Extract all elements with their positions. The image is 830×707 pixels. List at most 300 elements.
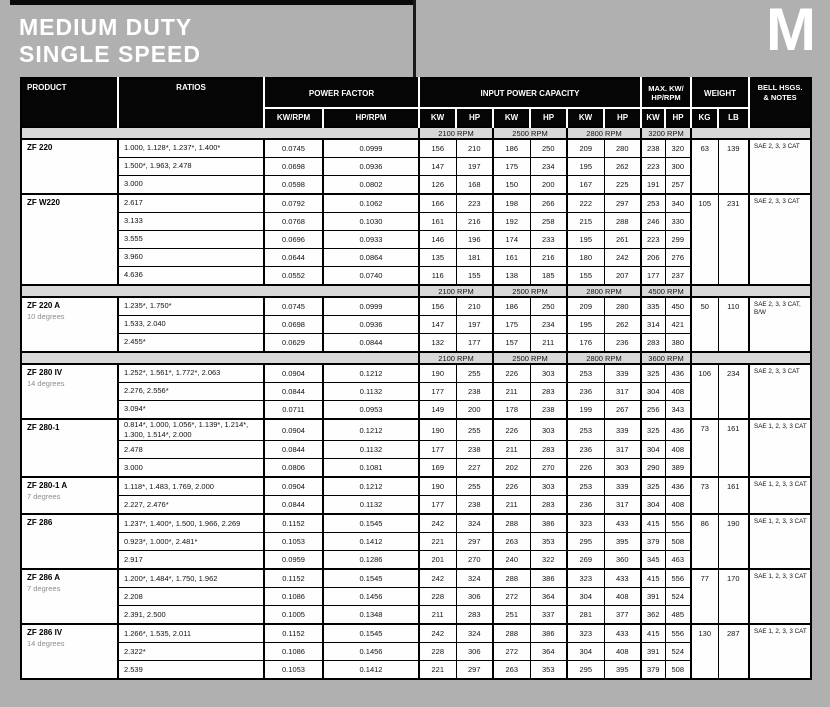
bell-header-line1: BELL HSGS. [757, 83, 803, 92]
max-hp-cell: 299 [665, 231, 691, 249]
power-value-cell: 324 [456, 569, 493, 588]
power-value-cell: 236 [567, 496, 604, 515]
power-value-cell: 155 [456, 267, 493, 286]
power-value-cell: 242 [604, 249, 641, 267]
max-hp-cell: 508 [665, 533, 691, 551]
hp-per-rpm-cell: 0.1545 [323, 624, 419, 643]
bell-notes-cell: SAE 1, 2, 3, 3 CAT [749, 514, 811, 569]
hp-per-rpm-cell: 0.1412 [323, 533, 419, 551]
power-value-cell: 200 [456, 401, 493, 420]
weight-kg-cell: 73 [691, 477, 718, 514]
product-subtitle: 7 degrees [27, 584, 61, 594]
max-hp-cell: 257 [665, 176, 691, 195]
kw-per-rpm-cell: 0.0904 [264, 477, 323, 496]
max-header-line1: MAX. KW/ [648, 83, 684, 93]
col-header-bell-housings-notes [749, 78, 811, 127]
max-kw-cell: 391 [641, 588, 665, 606]
power-value-cell: 377 [604, 606, 641, 625]
max-kw-cell: 362 [641, 606, 665, 625]
power-value-cell: 270 [530, 459, 567, 478]
power-value-cell: 364 [530, 643, 567, 661]
power-value-cell: 225 [604, 176, 641, 195]
ratios-cell: 3.000 [118, 459, 264, 478]
power-value-cell: 149 [419, 401, 456, 420]
product-name: ZF 280 IV [27, 368, 63, 377]
power-value-cell: 168 [456, 176, 493, 195]
power-value-cell: 197 [456, 316, 493, 334]
max-hp-cell: 524 [665, 643, 691, 661]
power-value-cell: 178 [493, 401, 530, 420]
max-kw-cell: 283 [641, 334, 665, 353]
power-value-cell: 211 [493, 496, 530, 515]
col-header-max-hp: HP [665, 108, 691, 127]
rpm-band-spacer-right [691, 127, 811, 139]
power-value-cell: 303 [604, 459, 641, 478]
product-cell [21, 139, 118, 194]
product-subtitle: 7 degrees [27, 492, 61, 502]
max-kw-cell: 391 [641, 643, 665, 661]
hp-per-rpm-cell: 0.1456 [323, 588, 419, 606]
rpm-band-spacer-right [691, 352, 811, 364]
ratios-cell: 2.917 [118, 551, 264, 570]
ratios-cell: 0.923*, 1.000*, 2.481* [118, 533, 264, 551]
power-value-cell: 156 [419, 297, 456, 316]
power-value-cell: 157 [493, 334, 530, 353]
col-header-kw-2100: KW [419, 108, 456, 127]
power-value-cell: 181 [456, 249, 493, 267]
power-value-cell: 339 [604, 477, 641, 496]
power-value-cell: 238 [456, 441, 493, 459]
hp-per-rpm-cell: 0.1132 [323, 496, 419, 515]
power-value-cell: 132 [419, 334, 456, 353]
ratios-cell: 1.200*, 1.484*, 1.750, 1.962 [118, 569, 264, 588]
power-value-cell: 433 [604, 569, 641, 588]
max-hp-cell: 421 [665, 316, 691, 334]
product-cell [21, 477, 118, 514]
power-value-cell: 303 [530, 364, 567, 383]
power-value-cell: 272 [493, 643, 530, 661]
bell-notes-cell: SAE 2, 3, 3 CAT, B/W [749, 297, 811, 352]
power-value-cell: 386 [530, 569, 567, 588]
max-kw-cell: 206 [641, 249, 665, 267]
power-value-cell: 226 [567, 459, 604, 478]
bell-notes-cell: SAE 1, 2, 3, 3 CAT [749, 477, 811, 514]
max-kw-cell: 415 [641, 624, 665, 643]
kw-per-rpm-cell: 0.0959 [264, 551, 323, 570]
power-value-cell: 236 [567, 441, 604, 459]
power-value-cell: 175 [493, 158, 530, 176]
power-value-cell: 222 [567, 194, 604, 213]
col-header-hp-2500: HP [530, 108, 567, 127]
col-header-kg: KG [691, 108, 718, 127]
power-value-cell: 323 [567, 624, 604, 643]
rpm-band-label: 2800 RPM [567, 285, 641, 297]
power-value-cell: 135 [419, 249, 456, 267]
power-value-cell: 303 [530, 419, 567, 441]
power-value-cell: 223 [456, 194, 493, 213]
power-value-cell: 337 [530, 606, 567, 625]
power-value-cell: 228 [419, 588, 456, 606]
product-cell [21, 194, 118, 285]
max-hp-cell: 485 [665, 606, 691, 625]
weight-lb-cell: 287 [718, 624, 749, 679]
kw-per-rpm-cell: 0.1086 [264, 588, 323, 606]
power-value-cell: 304 [567, 643, 604, 661]
ratios-cell: 3.094* [118, 401, 264, 420]
power-value-cell: 280 [604, 297, 641, 316]
hp-per-rpm-cell: 0.1456 [323, 643, 419, 661]
power-value-cell: 209 [567, 139, 604, 158]
max-hp-cell: 556 [665, 514, 691, 533]
power-value-cell: 156 [419, 139, 456, 158]
product-subtitle: 10 degrees [27, 312, 65, 321]
ratios-cell: 2.391, 2.500 [118, 606, 264, 625]
kw-per-rpm-cell: 0.0698 [264, 158, 323, 176]
power-value-cell: 190 [419, 477, 456, 496]
rpm-band-label: 2800 RPM [567, 127, 641, 139]
weight-kg-cell: 86 [691, 514, 718, 569]
power-value-cell: 233 [530, 231, 567, 249]
max-hp-cell: 408 [665, 441, 691, 459]
power-value-cell: 339 [604, 364, 641, 383]
kw-per-rpm-cell: 0.0696 [264, 231, 323, 249]
power-value-cell: 306 [456, 643, 493, 661]
bell-header-line2: & NOTES [763, 92, 797, 102]
product-name: ZF 286 A [27, 573, 61, 583]
kw-per-rpm-cell: 0.0904 [264, 364, 323, 383]
kw-per-rpm-cell: 0.0904 [264, 419, 323, 441]
product-name: ZF 220 A [27, 301, 61, 310]
power-value-cell: 255 [456, 364, 493, 383]
power-value-cell: 185 [530, 267, 567, 286]
power-value-cell: 262 [604, 316, 641, 334]
power-value-cell: 283 [530, 383, 567, 401]
product-name: ZF 286 IV [27, 628, 63, 638]
power-value-cell: 288 [493, 569, 530, 588]
hp-per-rpm-cell: 0.1062 [323, 194, 419, 213]
power-value-cell: 192 [493, 213, 530, 231]
ratios-cell: 1.237*, 1.400*, 1.500, 1.966, 2.269 [118, 514, 264, 533]
power-value-cell: 297 [456, 661, 493, 680]
power-value-cell: 175 [493, 316, 530, 334]
power-value-cell: 317 [604, 441, 641, 459]
product-subtitle: 14 degrees [27, 639, 65, 649]
max-kw-cell: 177 [641, 267, 665, 286]
max-hp-cell: 237 [665, 267, 691, 286]
kw-per-rpm-cell: 0.1053 [264, 533, 323, 551]
rpm-band-label: 2500 RPM [493, 285, 567, 297]
power-value-cell: 169 [419, 459, 456, 478]
max-header-line2: HP/RPM [651, 93, 681, 102]
power-value-cell: 177 [419, 441, 456, 459]
power-value-cell: 317 [604, 383, 641, 401]
spec-row [21, 514, 811, 533]
ratios-cell: 1.252*, 1.561*, 1.772*, 2.063 [118, 364, 264, 383]
weight-lb-cell: 170 [718, 569, 749, 624]
spec-table-body [21, 127, 811, 679]
ratios-cell: 2.478 [118, 441, 264, 459]
max-hp-cell: 276 [665, 249, 691, 267]
kw-per-rpm-cell: 0.0844 [264, 383, 323, 401]
max-kw-cell: 290 [641, 459, 665, 478]
power-value-cell: 253 [567, 477, 604, 496]
ratios-cell: 4.636 [118, 267, 264, 286]
hp-per-rpm-cell: 0.0864 [323, 249, 419, 267]
power-value-cell: 202 [493, 459, 530, 478]
power-value-cell: 238 [456, 383, 493, 401]
weight-kg-cell: 105 [691, 194, 718, 285]
power-value-cell: 201 [419, 551, 456, 570]
power-value-cell: 267 [604, 401, 641, 420]
spec-row [21, 297, 811, 316]
col-header-hp-2100: HP [456, 108, 493, 127]
spec-row [21, 624, 811, 643]
power-value-cell: 297 [456, 533, 493, 551]
max-hp-cell: 340 [665, 194, 691, 213]
bell-notes-cell: SAE 2, 3, 3 CAT [749, 364, 811, 419]
power-value-cell: 272 [493, 588, 530, 606]
max-kw-cell: 325 [641, 364, 665, 383]
power-value-cell: 211 [493, 383, 530, 401]
hp-per-rpm-cell: 0.0933 [323, 231, 419, 249]
weight-lb-cell: 139 [718, 139, 749, 194]
page-title-line1: MEDIUM DUTY [19, 14, 193, 40]
weight-kg-cell: 77 [691, 569, 718, 624]
power-value-cell: 395 [604, 533, 641, 551]
max-hp-cell: 463 [665, 551, 691, 570]
product-cell [21, 297, 118, 352]
power-value-cell: 211 [530, 334, 567, 353]
power-value-cell: 295 [567, 533, 604, 551]
kw-per-rpm-cell: 0.0844 [264, 496, 323, 515]
weight-lb-cell: 190 [718, 514, 749, 569]
spec-row [21, 194, 811, 213]
product-name: ZF W220 [27, 198, 60, 207]
weight-kg-cell: 106 [691, 364, 718, 419]
power-value-cell: 146 [419, 231, 456, 249]
hp-per-rpm-cell: 0.1348 [323, 606, 419, 625]
kw-per-rpm-cell: 0.0711 [264, 401, 323, 420]
power-value-cell: 323 [567, 514, 604, 533]
power-value-cell: 251 [493, 606, 530, 625]
power-value-cell: 304 [567, 588, 604, 606]
product-cell [21, 624, 118, 679]
power-value-cell: 221 [419, 661, 456, 680]
kw-per-rpm-cell: 0.0598 [264, 176, 323, 195]
power-value-cell: 200 [530, 176, 567, 195]
max-hp-cell: 380 [665, 334, 691, 353]
power-value-cell: 323 [567, 569, 604, 588]
col-header-max-kw: KW [641, 108, 665, 127]
power-value-cell: 236 [604, 334, 641, 353]
power-value-cell: 240 [493, 551, 530, 570]
max-hp-cell: 508 [665, 661, 691, 680]
product-cell [21, 514, 118, 569]
product-name: ZF 280-1 A [27, 481, 68, 491]
max-kw-cell: 223 [641, 231, 665, 249]
power-value-cell: 228 [419, 643, 456, 661]
product-subtitle: 14 degrees [27, 379, 65, 388]
power-value-cell: 261 [604, 231, 641, 249]
hp-per-rpm-cell: 0.0936 [323, 158, 419, 176]
power-value-cell: 353 [530, 533, 567, 551]
max-hp-cell: 556 [665, 569, 691, 588]
kw-per-rpm-cell: 0.0629 [264, 334, 323, 353]
power-value-cell: 303 [530, 477, 567, 496]
kw-per-rpm-cell: 0.0768 [264, 213, 323, 231]
max-hp-cell: 389 [665, 459, 691, 478]
power-value-cell: 269 [567, 551, 604, 570]
power-value-cell: 227 [456, 459, 493, 478]
weight-lb-cell: 234 [718, 364, 749, 419]
power-value-cell: 242 [419, 569, 456, 588]
power-value-cell: 258 [530, 213, 567, 231]
power-value-cell: 263 [493, 533, 530, 551]
ratios-cell: 1.266*, 1.535, 2.011 [118, 624, 264, 643]
col-header-ratios: RATIOS [118, 78, 264, 127]
power-value-cell: 161 [493, 249, 530, 267]
max-hp-cell: 330 [665, 213, 691, 231]
max-hp-cell: 436 [665, 364, 691, 383]
power-value-cell: 288 [493, 514, 530, 533]
power-value-cell: 147 [419, 316, 456, 334]
header-divider-line [413, 0, 416, 77]
power-value-cell: 199 [567, 401, 604, 420]
rpm-band-spacer-left [21, 352, 419, 364]
col-header-kw-rpm: KW/RPM [264, 108, 323, 127]
power-value-cell: 210 [456, 297, 493, 316]
col-header-power-factor: POWER FACTOR [264, 78, 419, 108]
col-header-weight: WEIGHT [691, 78, 749, 108]
power-value-cell: 242 [419, 514, 456, 533]
hp-per-rpm-cell: 0.1132 [323, 383, 419, 401]
power-value-cell: 270 [456, 551, 493, 570]
power-value-cell: 177 [456, 334, 493, 353]
rpm-band-row [21, 127, 811, 139]
product-cell [21, 364, 118, 419]
power-value-cell: 360 [604, 551, 641, 570]
max-hp-cell: 343 [665, 401, 691, 420]
product-cell [21, 569, 118, 624]
power-value-cell: 161 [419, 213, 456, 231]
product-name: ZF 280-1 [27, 423, 60, 432]
power-value-cell: 395 [604, 661, 641, 680]
power-value-cell: 288 [493, 624, 530, 643]
power-value-cell: 386 [530, 514, 567, 533]
max-kw-cell: 304 [641, 383, 665, 401]
power-value-cell: 221 [419, 533, 456, 551]
ratios-cell: 1.118*, 1.483, 1.769, 2.000 [118, 477, 264, 496]
ratios-cell: 1.235*, 1.750* [118, 297, 264, 316]
power-value-cell: 238 [530, 401, 567, 420]
max-kw-cell: 191 [641, 176, 665, 195]
power-value-cell: 167 [567, 176, 604, 195]
col-header-lb: LB [718, 108, 749, 127]
col-header-hp-2800: HP [604, 108, 641, 127]
col-header-hp-rpm: HP/RPM [323, 108, 419, 127]
hp-per-rpm-cell: 0.1132 [323, 441, 419, 459]
power-value-cell: 209 [567, 297, 604, 316]
bell-notes-cell: SAE 1, 2, 3, 3 CAT [749, 624, 811, 679]
power-value-cell: 186 [493, 139, 530, 158]
weight-lb-cell: 231 [718, 194, 749, 285]
power-value-cell: 190 [419, 419, 456, 441]
spec-row [21, 364, 811, 383]
power-value-cell: 234 [530, 316, 567, 334]
power-value-cell: 177 [419, 383, 456, 401]
hp-per-rpm-cell: 0.1545 [323, 569, 419, 588]
power-value-cell: 280 [604, 139, 641, 158]
power-value-cell: 324 [456, 624, 493, 643]
kw-per-rpm-cell: 0.1005 [264, 606, 323, 625]
power-value-cell: 226 [493, 477, 530, 496]
max-kw-cell: 335 [641, 297, 665, 316]
hp-per-rpm-cell: 0.1212 [323, 419, 419, 441]
power-value-cell: 150 [493, 176, 530, 195]
rpm-band-label: 4500 RPM [641, 285, 691, 297]
hp-per-rpm-cell: 0.0999 [323, 139, 419, 158]
product-name: ZF 286 [27, 518, 53, 528]
max-hp-cell: 436 [665, 477, 691, 496]
hp-per-rpm-cell: 0.0740 [323, 267, 419, 286]
power-value-cell: 197 [456, 158, 493, 176]
power-value-cell: 433 [604, 514, 641, 533]
power-value-cell: 190 [419, 364, 456, 383]
power-value-cell: 253 [567, 419, 604, 441]
max-hp-cell: 450 [665, 297, 691, 316]
kw-per-rpm-cell: 0.1053 [264, 661, 323, 680]
spec-row [21, 139, 811, 158]
max-kw-cell: 379 [641, 533, 665, 551]
power-value-cell: 195 [567, 158, 604, 176]
power-value-cell: 238 [456, 496, 493, 515]
power-value-cell: 176 [567, 334, 604, 353]
power-value-cell: 297 [604, 194, 641, 213]
power-value-cell: 174 [493, 231, 530, 249]
power-value-cell: 283 [456, 606, 493, 625]
power-value-cell: 211 [419, 606, 456, 625]
kw-per-rpm-cell: 0.1086 [264, 643, 323, 661]
max-hp-cell: 524 [665, 588, 691, 606]
max-kw-cell: 246 [641, 213, 665, 231]
kw-per-rpm-cell: 0.0552 [264, 267, 323, 286]
power-value-cell: 211 [493, 441, 530, 459]
power-value-cell: 253 [567, 364, 604, 383]
ratios-cell: 2.208 [118, 588, 264, 606]
col-header-input-power-capacity: INPUT POWER CAPACITY [419, 78, 641, 108]
power-value-cell: 353 [530, 661, 567, 680]
rpm-band-label: 2100 RPM [419, 285, 493, 297]
rpm-band-label: 3200 RPM [641, 127, 691, 139]
bell-notes-cell: SAE 2, 3, 3 CAT [749, 194, 811, 285]
rpm-band-label: 2500 RPM [493, 127, 567, 139]
power-value-cell: 177 [419, 496, 456, 515]
power-value-cell: 180 [567, 249, 604, 267]
power-value-cell: 126 [419, 176, 456, 195]
power-value-cell: 166 [419, 194, 456, 213]
max-hp-cell: 300 [665, 158, 691, 176]
power-value-cell: 242 [419, 624, 456, 643]
kw-per-rpm-cell: 0.0792 [264, 194, 323, 213]
spec-row [21, 569, 811, 588]
max-hp-cell: 408 [665, 383, 691, 401]
top-rule [10, 0, 415, 5]
kw-per-rpm-cell: 0.1152 [264, 624, 323, 643]
ratios-cell: 3.960 [118, 249, 264, 267]
power-value-cell: 281 [567, 606, 604, 625]
power-value-cell: 226 [493, 364, 530, 383]
power-value-cell: 147 [419, 158, 456, 176]
